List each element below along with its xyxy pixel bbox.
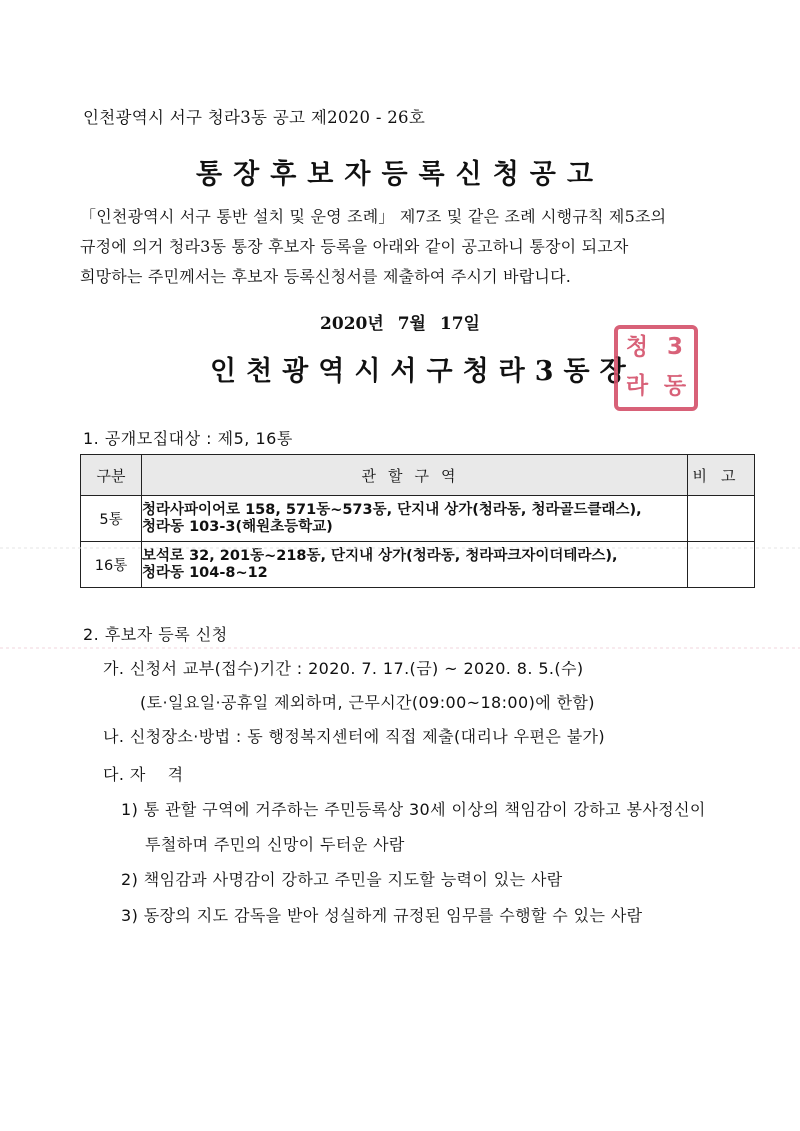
notice-number: 인천광역시 서구 청라3동 공고 제2020 - 26호 [83,108,426,127]
division-cell: 16통 [81,542,142,588]
seal-char: 청 [625,334,649,360]
header-area: 관할구역 [142,455,688,496]
seal-char: 3 [666,334,683,360]
section1-heading: 1. 공개모집대상 : 제5, 16통 [83,429,293,448]
seal-char: 라 [625,373,649,399]
document-title: 통장후보자등록신청공고 [196,159,604,190]
intro-line: 「인천광역시 서구 통반 설치 및 운영 조례」 제7조 및 같은 조례 시행규칙 제5조의 [80,207,667,226]
qualifications-heading: 다. 자 격 [103,765,184,784]
application-period-note: (토·일요일·공휴일 제외하며, 근무시간(09:00~18:00)에 한함) [140,693,595,712]
notice-date: 2020년 7월 17일 [320,314,480,334]
seal-char: 동 [663,373,687,399]
section2-heading: 2. 후보자 등록 신청 [83,625,228,644]
qualification-item: 2) 책임감과 사명감이 강하고 주민을 지도할 능력이 있는 사람 [121,870,563,889]
qualification-item-continued: 투철하며 주민의 신망이 두터운 사람 [145,835,405,854]
application-period: 가. 신청서 교부(접수)기간 : 2020. 7. 17.(금) ~ 2020. 8. 5.(수) [103,659,584,678]
area-line: 청라동 104-8~12 [142,564,268,581]
division-cell: 5통 [81,496,142,542]
qualification-item: 3) 동장의 지도 감독을 받아 성실하게 규정된 임무를 수행할 수 있는 사람 [121,906,643,925]
area-line: 청라사파이어로 158, 571동~573동, 단지내 상가(청라동, 청라골드클래스), [142,501,642,518]
application-method: 나. 신청장소·방법 : 동 행정복지센터에 직접 제출(대리나 우편은 불가) [103,727,606,746]
intro-line: 희망하는 주민께서는 후보자 등록신청서를 제출하여 주시기 바랍니다. [80,267,572,286]
area-line: 청라동 103-3(해원초등학교) [142,518,333,535]
qualification-item: 1) 통 관할 구역에 거주하는 주민등록상 30세 이상의 책임감이 강하고 봉사정신이 [121,800,706,819]
intro-line: 규정에 의거 청라3동 통장 후보자 등록을 아래와 같이 공고하니 통장이 되고자 [80,237,629,256]
header-division: 구분 [81,455,142,496]
issuer-name: 인천광역시서구청라3동장 [210,356,636,387]
header-remarks: 비고 [688,455,755,496]
area-line: 보석로 32, 201동~218동, 단지내 상가(청라동, 청라파크자이더테라스), [142,547,618,564]
